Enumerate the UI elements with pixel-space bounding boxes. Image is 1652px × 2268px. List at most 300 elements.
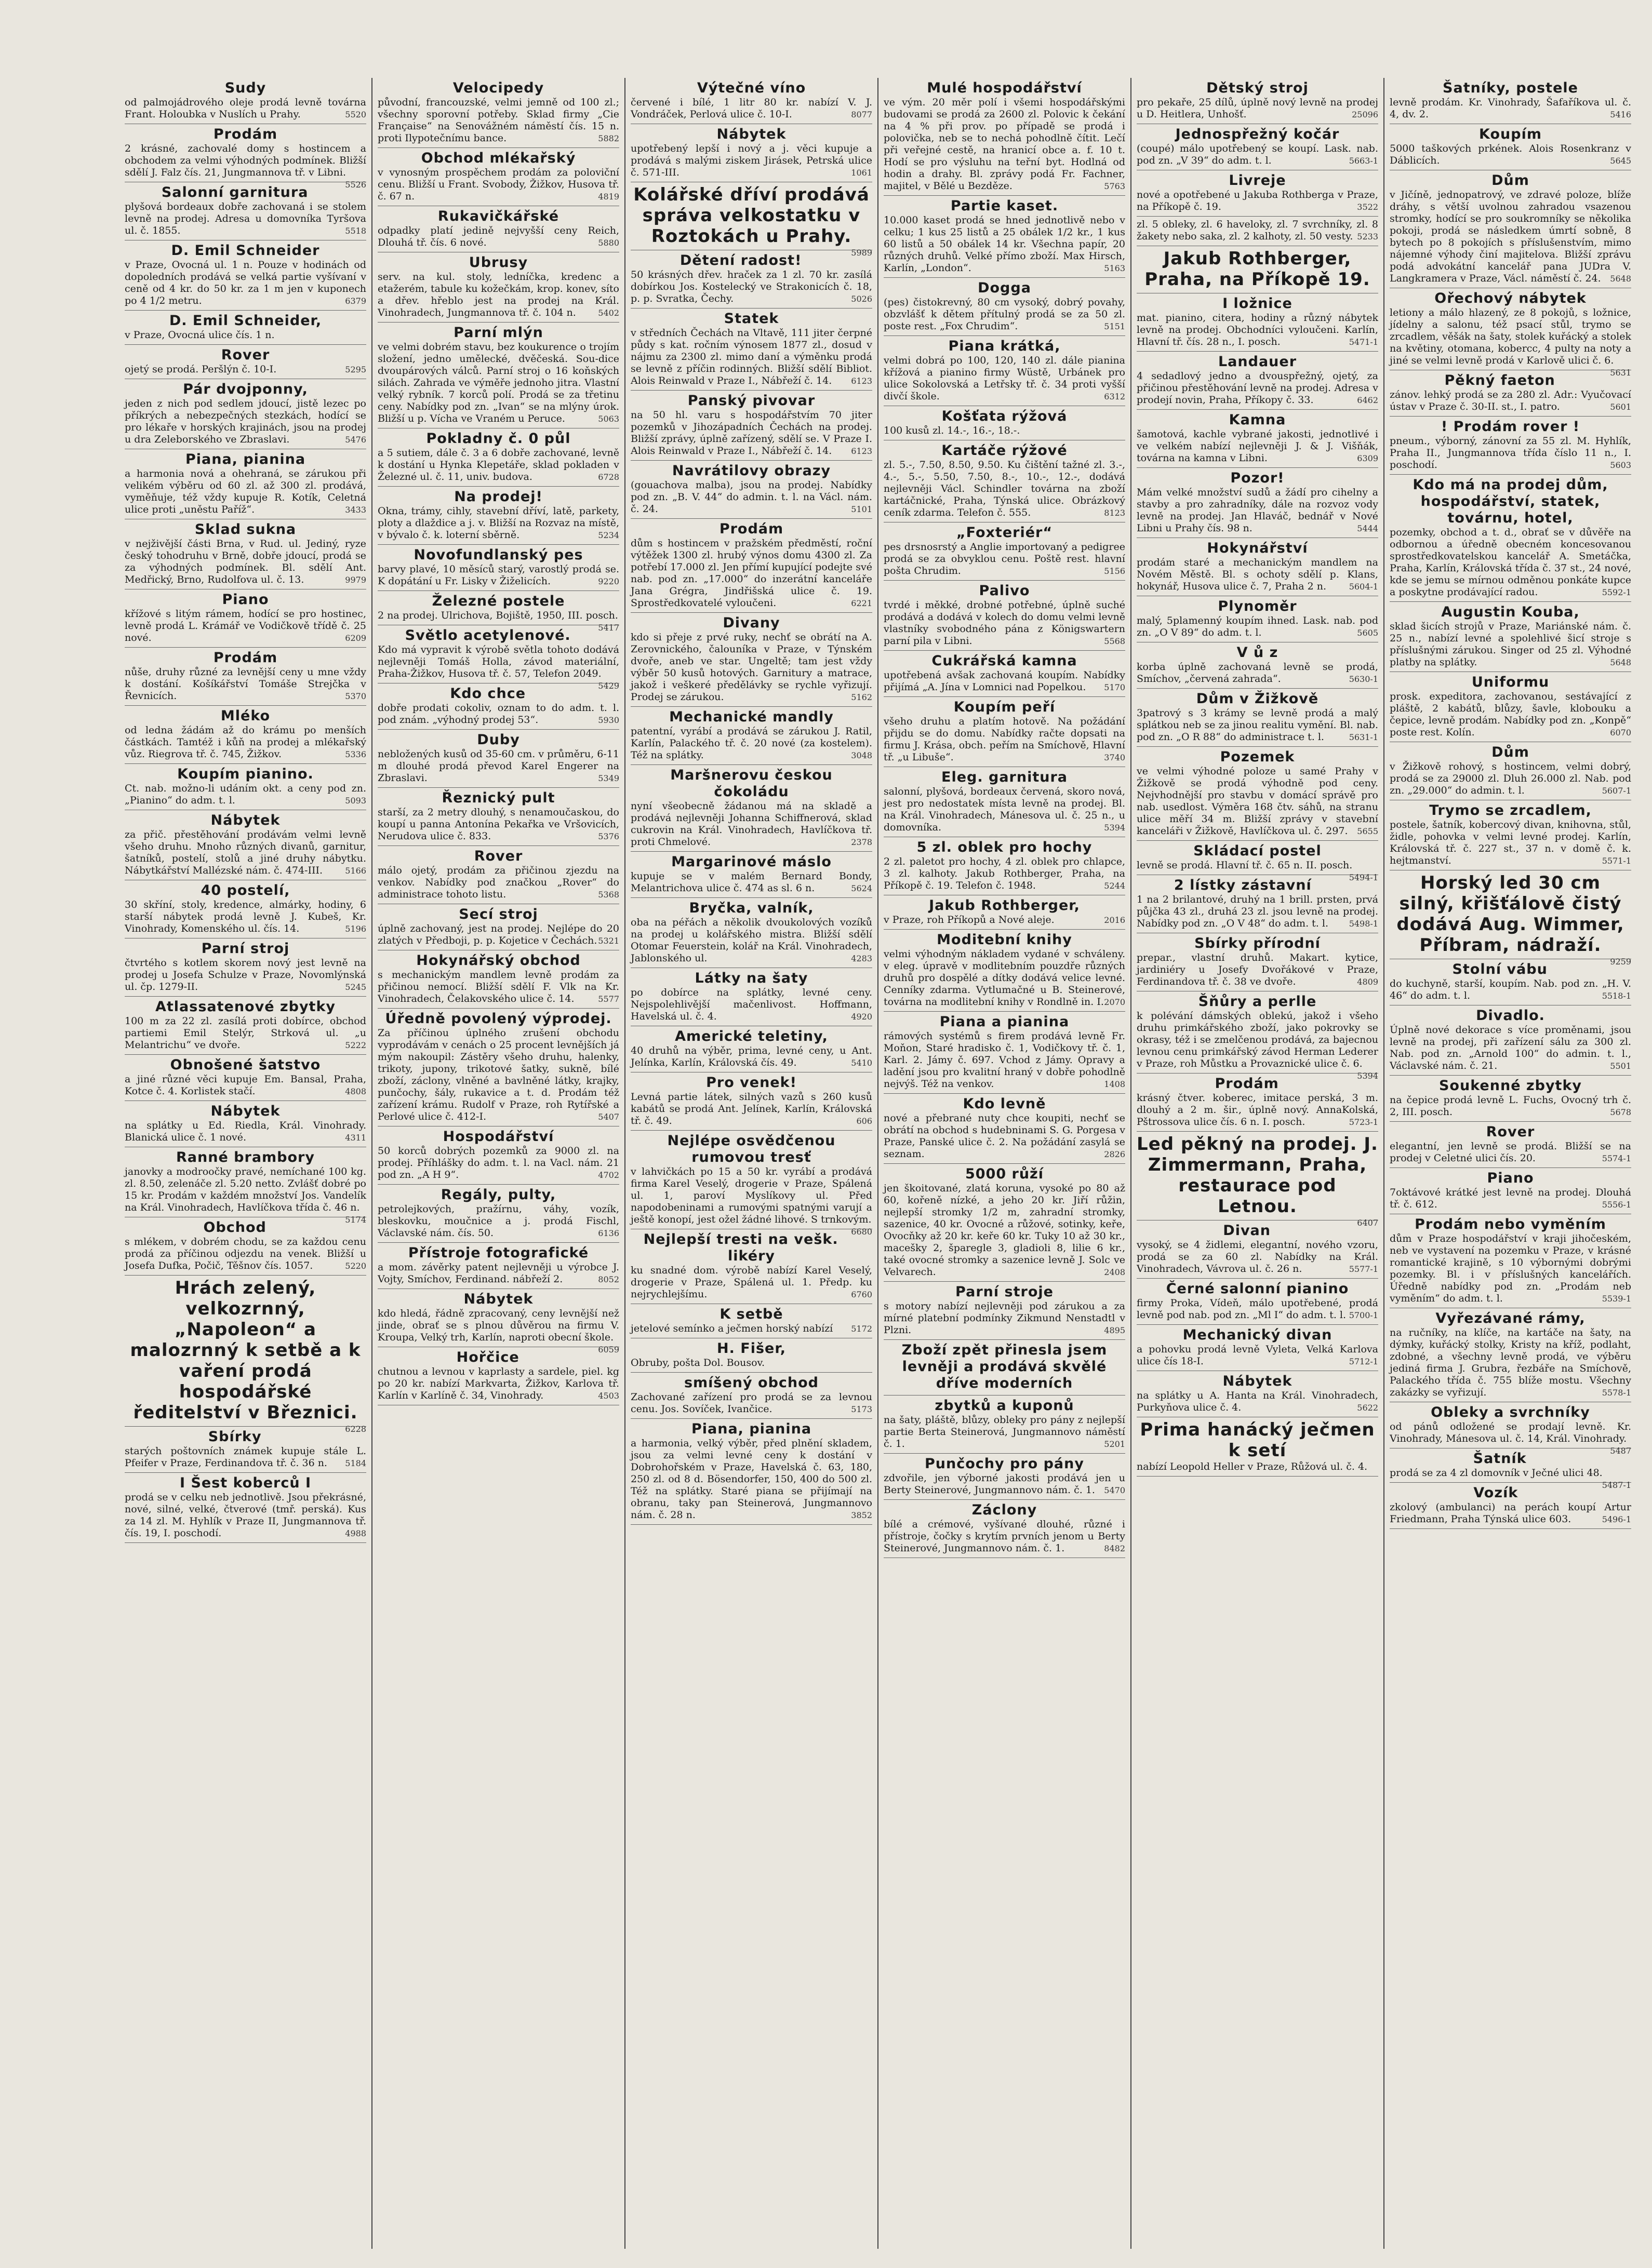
ad-code: 6136: [598, 1228, 619, 1238]
ad-text-block: [125, 1015, 366, 1051]
ad-title: Divadlo.: [1476, 1008, 1545, 1024]
ad-body: Obruby, pošta Dol. Bousov.: [631, 1357, 765, 1368]
ad-code: 5476: [345, 435, 366, 445]
classified-ad: [631, 898, 872, 968]
classified-ad: [631, 1229, 872, 1304]
classified-ad: [1390, 602, 1631, 672]
ad-text-block: [884, 948, 1125, 1008]
classified-ad: [1137, 78, 1378, 124]
ad-body: malý, 5plamenný koupím ihned. Lask. nab. pod zn. „O V 89“ do adm. t. l.: [1137, 615, 1378, 638]
classified-ad: [125, 78, 366, 124]
ad-text-block: [884, 599, 1125, 647]
ad-text-block: [125, 1073, 366, 1097]
ad-body: dobře prodati cokoliv, oznam to do adm. t. l. pod znám. „výhodný prodej 53“.: [378, 702, 619, 726]
ad-code: 5518-1: [1602, 991, 1631, 1001]
ad-title: Obnošené šatstvo: [170, 1057, 321, 1073]
ad-text-block: [1137, 1344, 1378, 1367]
ad-text-block: [1390, 978, 1631, 1002]
ad-code: 3048: [851, 750, 872, 760]
classified-ad: [125, 1217, 366, 1276]
ad-code: 4702: [598, 1170, 619, 1180]
ad-text-block: [125, 608, 366, 644]
ad-text-block: [378, 923, 619, 947]
classified-ad: [1137, 1371, 1378, 1417]
ad-body: pneum., výborný, zánovní za 55 zl. M. Hyhlík, Praha II., Jungmannova třída číslo 11 n., I. poschodí.: [1390, 435, 1631, 471]
classified-ad: [631, 1304, 872, 1338]
ad-body: ve velmi dobrém stavu, bez koukurence o trojím složení, jedno umělecké, dvěčeská. Sou-dice dvoupárových válců. Parní stroj o 16 koňských silách. Zahrada ve výměře jednoho jitra. Vlastní velký rybník. 7 korců polí. Prodá se za třetinu ceny. Nabídky pod zn. „Ivan“ se na mlýny úrok. Bližší u p. Vícha ve Vraném u Peruce.: [378, 341, 619, 424]
ad-code: 3433: [345, 505, 366, 515]
classified-ad: [1137, 991, 1378, 1081]
ad-code: 5376: [598, 831, 619, 841]
ad-code: 5663-1: [1349, 156, 1378, 166]
ad-title: Nábytek: [210, 812, 281, 828]
ad-body: serv. na kul. stoly, ledníčka, kredenc a etažerém, tabule ku kožečkám, krop. konev, síto a dřev. hřeblo jest na prodej na Král. Vinohradech, Jungmannova tř. č. 104 n.: [378, 271, 619, 318]
ad-text-block: [378, 225, 619, 249]
ad-code: 5417: [598, 623, 619, 633]
ad-title: Koupím pianino.: [177, 766, 314, 782]
ad-title: Nábytek: [210, 1103, 281, 1119]
ad-code: 5655: [1357, 826, 1378, 836]
ad-body: prodá se za 4 zl domovník v Ječné ulici 48.: [1390, 1467, 1603, 1479]
ad-title: Světlo acetylenové.: [405, 627, 571, 643]
ad-text-block: [631, 1166, 872, 1237]
ad-code: 5487-1: [1602, 1480, 1631, 1490]
ad-code: 5487: [1610, 1446, 1631, 1456]
ad-code: 5234: [598, 530, 619, 540]
ad-title: Železné postele: [432, 593, 565, 609]
ad-body: 7oktávové krátké jest levně na prodej. Dlouhá tř. č. 612.: [1390, 1187, 1631, 1210]
classified-ad: [1137, 689, 1378, 747]
ad-title: Kartáče rýžové: [941, 442, 1068, 459]
ad-title: Rover: [221, 347, 270, 363]
ad-text-block: [631, 800, 872, 848]
ad-text-block: [884, 425, 1125, 437]
ad-text-block: [1137, 860, 1378, 882]
classified-ad: [125, 880, 366, 938]
ad-text-block: [1390, 1327, 1631, 1399]
ad-code: 2378: [851, 837, 872, 847]
ad-code: 4311: [345, 1133, 366, 1143]
classified-ad: [1390, 1483, 1631, 1529]
ad-title: Velocipedy: [452, 80, 544, 96]
ad-title: Šňůry a perlle: [1198, 994, 1317, 1010]
ad-text-block: [1137, 143, 1378, 167]
classified-ad: [1390, 1448, 1631, 1490]
classified-ad: [378, 487, 619, 545]
classified-ad: [631, 519, 872, 613]
ad-code: 6070: [1610, 728, 1631, 737]
ad-code: 5174: [345, 1215, 366, 1225]
ad-body: po dobírce na splátky, levné ceny. Nejspolehlivější mačenlivost. Hoffmann, Havelská ul. č. 4.: [631, 987, 872, 1022]
ad-text-block: [1390, 143, 1631, 167]
ad-body: upotřebená avšak zachovaná koupím. Nabídky přijímá „A. Jína v Lomnici nad Popelkou.: [884, 669, 1125, 693]
ad-text-block: [1137, 219, 1378, 243]
ad-body: v nejživější části Brna, v Rud. ul. Jediný, ryze český tohodruhu v Brně, dobře jdoucí, prodá se za výhodných podmínek. Bl. sdělí Ant. Medřický, Brno, Rudolfova ul. č. 13.: [125, 538, 366, 585]
ad-code: 5577: [598, 994, 619, 1004]
ad-code: 5166: [345, 866, 366, 876]
classified-ad: [884, 336, 1125, 406]
ad-body: na 50 hl. varu s hospodářstvím 70 jiter pozemků v Jihozápadních Čechách na prodej. Bližší zprávy, úplně zařízený, sdělí se. V Praze I. Alois Reinwald v Praze I., Nábřeží č. 14.: [631, 409, 872, 457]
ad-body: barvy plavé, 10 měsíců starý, varostlý prodá se. K dopátání u Fr. Lisky v Žiželicích.: [378, 563, 619, 587]
ad-body: v vynosným prospěchem prodám za poloviční cenu. Bližší u Frant. Svobody, Žižkov, Husova tř. č. 67 n.: [378, 167, 619, 202]
classified-ad: [884, 278, 1125, 336]
classified-ad: [1137, 352, 1378, 410]
ad-body: 100 m za 22 zl. zasílá proti dobírce, obchod partiemi Emil Stelýr, Strková ul. „u Melantrichu“ ve dvoře.: [125, 1015, 366, 1051]
ad-text-block: [1137, 1297, 1378, 1321]
ad-body: postele, šatník, kobercový divan, knihovna, stůl, židle, pohovka v velmi levné prodej. Karlín, Královská tř. č. 227 st., 37 n. v domě č. k. hejtmanství.: [1390, 819, 1631, 866]
ad-title: Parní mlýn: [454, 325, 543, 341]
ad-code: 5370: [345, 691, 366, 701]
ad-code: 5577-1: [1349, 1264, 1378, 1274]
ad-body: k polévání dámských oblekú, jakož i všeho druhu primkářského zboží, jako pokrovky se okrasy, též i se zmelčenou prodává, za bajecnou levnou cenu primkářský závod Herman Lederer v Praze, roh Můstku a Provaznické ulice č. 6.: [1137, 1010, 1378, 1069]
ad-code: 5471-1: [1349, 337, 1378, 347]
ad-title: Přístroje fotografické: [408, 1245, 589, 1261]
ad-body: tvrdé i měkké, drobné potřebné, úplně suché prodává a dodává v kolech do domu velmi levně vlastníky svobodného pána z Königswartern parní pila v Libni.: [884, 599, 1125, 647]
ad-body: v Praze, roh Příkopů a Nové aleje.: [884, 914, 1055, 925]
classified-ad: [884, 440, 1125, 522]
ad-code: 5648: [1610, 274, 1631, 284]
ad-title: Hokynářský obchod: [416, 952, 581, 969]
ad-text-block: [884, 214, 1125, 274]
ad-code: 5093: [345, 796, 366, 806]
classified-ad: [378, 1009, 619, 1126]
ad-text-block: [378, 341, 619, 425]
ad-text-block: [1390, 1501, 1631, 1525]
ad-text-block: [1137, 766, 1378, 837]
ad-body: 40 druhů na výběr, prima, levné ceny, u Ant. Jelínka, Karlín, Královská čís. 49.: [631, 1045, 872, 1068]
ad-text-block: [1390, 189, 1631, 285]
ad-code: 5170: [1104, 682, 1125, 692]
classified-ad: [1390, 1402, 1631, 1456]
ad-body: vysoký, se 4 židlemi, elegantní, nového vzoru, prodá se za 60 zl. Nabídky na Král. Vinohradech, Vávrova ul. č. 26 n.: [1137, 1239, 1378, 1274]
classified-ad: [631, 852, 872, 898]
ad-code: 5574-1: [1602, 1153, 1631, 1163]
ad-code: 5723-1: [1349, 1117, 1378, 1127]
ad-text-block: [884, 1112, 1125, 1160]
classified-ad: [1137, 875, 1378, 933]
ad-code: 5568: [1104, 636, 1125, 646]
ad-body: zkolový (ambulanci) na perách koupí Artur Friedmann, Praha Týnská ulice 603.: [1390, 1501, 1631, 1525]
ad-code: 4809: [1357, 977, 1378, 987]
ad-body: od ledna žádám až do krámu po menších částkách. Tamtéž i kůň na prodej a mlékařský vůz. Riegrova tř. č. 745, Žižkov.: [125, 724, 366, 760]
ad-body: chutnou a levnou v kaprlasty a sardele, piel. kg po 20 kr. nabízí Markvarta, Žižkov, Karlova tř. Karlín v Karlíně č. 34, Vinohrady.: [378, 1366, 619, 1401]
ad-code: 5630-1: [1349, 674, 1378, 684]
ad-body: jetelové semínko a ječmen horský nabízí: [631, 1323, 833, 1334]
ad-text-block: [631, 327, 872, 387]
classified-ad: [884, 522, 1125, 581]
ad-code: 5245: [345, 982, 366, 992]
classified-ad: [884, 697, 1125, 767]
ad-code: 4895: [1104, 1325, 1125, 1335]
ad-code: 5518: [345, 226, 366, 236]
classified-ad: [125, 1427, 366, 1473]
ad-code: 5494-1: [1349, 873, 1378, 882]
ad-title: Partie kaset.: [950, 198, 1059, 214]
classified-ad: [378, 846, 619, 904]
ad-title: Panský pivovar: [687, 393, 816, 409]
ad-title: Dětský stroj: [1206, 80, 1309, 96]
ad-title: Piano: [1487, 1170, 1534, 1186]
ad-title: Piana krátká,: [948, 338, 1061, 354]
classified-ad: [125, 311, 366, 345]
ad-title: Americké teletiny,: [675, 1028, 828, 1044]
ad-code: 5101: [851, 504, 872, 514]
ad-code: 5678: [1610, 1107, 1631, 1117]
ad-code: 606: [856, 1116, 872, 1126]
ad-code: 5604-1: [1349, 582, 1378, 592]
classified-ad: [1137, 1220, 1378, 1279]
ad-code: 5402: [598, 308, 619, 318]
ad-body: letiony a málo hlazený, ze 8 pokojů, s ložnice, jídelny a salonu, též psací stůl, trymo se zrcadlem, věšák na šaty, stolek kuřácký a stolek na květiny, otomana, kobercc, 4 pulty na noty a jiné se velmi levně prodá v Karlově ulici č. 6.: [1390, 307, 1631, 366]
ad-body: šamotová, kachle vybrané jakosti, jednotlivé i ve velkém nabízí nejlevněji J. & J. Višňák, továrna na kamna v Libni.: [1137, 428, 1378, 464]
ad-body: nůše, druhy různé za levnější ceny u mne vždy k dostání. Košíkářství Tomáše Strejčka v Řevnicích.: [125, 666, 366, 702]
ad-text-block: [631, 409, 872, 457]
ad-title: Parní stroj: [201, 941, 290, 957]
ad-body: zánov. lehký prodá se za 280 zl. Adr.: Vyučovací ústav v Praze č. 30-II. st., I. patro.: [1390, 389, 1631, 412]
ad-text-block: [1137, 707, 1378, 743]
ad-text-block: [125, 829, 366, 877]
ad-title: Pozemek: [1220, 749, 1295, 765]
classified-ad: [125, 1276, 366, 1434]
ad-body: zl. 5 obleky, zl. 6 haveloky, zl. 7 svrchníky, zl. 8 žakety nebo saka, zl. 2 kalhoty, zl. 50 vesty.: [1137, 219, 1378, 242]
ad-title: D. Emil Schneider,: [169, 313, 322, 329]
ad-title: Látky na šaty: [695, 970, 808, 986]
ad-title: Kdo má na prodej dům, hospodářství, statek, továrnu, hotel,: [1413, 477, 1608, 526]
ad-body: sklad šicích strojů v Praze, Mariánské nám. č. 25 n., nabízí levné a spolehlivé šicí stroje s příslušnými zárukou. Singer od 25 zl. Výhodné platby na splátky.: [1390, 621, 1631, 668]
classified-ad: [1390, 1308, 1631, 1402]
ad-title: Koupím peří: [953, 699, 1056, 715]
classified-ad: [1137, 1132, 1378, 1228]
ad-title: Eleg. garnitura: [941, 769, 1068, 785]
classified-ad: [1137, 124, 1378, 170]
ad-title: Cukrářská kamna: [931, 653, 1077, 669]
ad-code: 5410: [851, 1058, 872, 1068]
ad-title: Kdo chce: [450, 686, 526, 702]
ad-title: Augustin Kouba,: [1441, 604, 1580, 620]
ad-body: 5000 taškových prkének. Alois Rosenkranz v Dáblicích.: [1390, 143, 1631, 166]
ad-text-block: [1137, 1239, 1378, 1275]
classified-ad: [125, 345, 366, 379]
ad-code: 6221: [851, 598, 872, 608]
ad-body: ojetý se prodá. Peršlýn č. 10-I.: [125, 364, 277, 375]
classified-ad: [631, 1026, 872, 1072]
ad-code: 5526: [345, 180, 366, 190]
ad-code: 5648: [1610, 657, 1631, 667]
classified-ad: [125, 810, 366, 880]
ad-code: 8482: [1104, 1544, 1125, 1553]
ad-body: velmi dobrá po 100, 120, 140 zl. dále pianina křížová a pianino firmy Wüstě, Urbánek pro ulice Sokolovská a Letřsky tř. č. 34 proti vyšší divčí škole.: [884, 355, 1125, 402]
ad-text-block: [125, 143, 366, 190]
ad-body: odpadky platí jedině nejvyšší ceny Reich, Dlouhá tř. čís. 6 nové.: [378, 225, 619, 248]
ad-title: Ubrusy: [469, 254, 528, 271]
ad-code: 8077: [851, 110, 872, 119]
classified-ad: [884, 930, 1125, 1012]
classified-ad: [884, 1454, 1125, 1500]
ad-body: do kuchyně, starší, koupím. Nab. pod zn. „H. V. 46“ do adm. t. l.: [1390, 978, 1631, 1001]
ad-code: 5349: [598, 773, 619, 783]
ad-body: nové a opotřebené u Jakuba Rothberga v Praze, na Příkopě č. 19.: [1137, 189, 1378, 212]
classified-ad: [884, 1500, 1125, 1558]
ad-body: s mlékem, v dobrém chodu, se za každou cenu prodá za příčinou odjezdu na venek. Bližší u Josefa Dufka, Počič, Těšnov čís. 1057.: [125, 1236, 366, 1271]
classified-ad: [378, 1126, 619, 1185]
ad-code: 5368: [598, 890, 619, 900]
ad-title: Pokladny č. 0 půl: [426, 431, 571, 447]
classified-ad: [631, 308, 872, 391]
ad-code: 5407: [598, 1112, 619, 1122]
ad-text-block: [125, 538, 366, 586]
ad-body: pozemky, obchod a t. d., obrať se v důvěře na odbornou a úředně obecném koncesovanou sprostředkovatelskou kancelář A. Smetáčka, Praha, Karlín, Královská třída č. 37 st., 24 nové, kde se jemu se mírnou odměnou ponkáte kupce a poskytne prodávající radou.: [1390, 527, 1631, 598]
ad-body: patentní, vyrábí a prodává se zárukou J. Ratil, Karlín, Palackého tř. č. 20 nové (za kostelem). Též na splátky.: [631, 726, 872, 761]
ad-title: Košťata rýžová: [941, 408, 1068, 424]
ad-code: 5163: [1104, 263, 1125, 273]
ad-text-block: [884, 97, 1125, 192]
ad-title: Ořechový nábytek: [1434, 290, 1587, 306]
ad-body: 50 korců dobrých pozemků za 9000 zl. na prodej. Příhlášky do adm. t. l. na Vacl. nám. 21 pod zn. „A H 9“.: [378, 1145, 619, 1180]
ad-code: 5520: [345, 110, 366, 119]
ad-body: upotřebený lepší i nový a j. věci kupuje a prodává s malými ziskem Jirásek, Petrská ulice č. 571-III.: [631, 143, 872, 178]
ad-code: 5470: [1104, 1485, 1125, 1495]
ad-text-block: [1390, 307, 1631, 378]
ad-text-block: [884, 856, 1125, 892]
ad-code: 9979: [345, 575, 366, 585]
ad-body: kupuje se v malém Bernard Bondy, Melantrichova ulice č. 474 as sl. 6 n.: [631, 870, 872, 894]
ad-text-block: [631, 269, 872, 305]
classified-ad: [1137, 246, 1378, 293]
ad-body: ku snadné dom. výrobě nabízí Karel Veselý, drogerie v Praze, Spálená ul. 1. Předp. ku nejrychlejšímu.: [631, 1265, 872, 1300]
ad-code: 5645: [1610, 156, 1631, 166]
ad-title: Horský led 30 cm silný, křišťálově čistý dodává Aug. Wimmer, Příbram, nádraží.: [1396, 873, 1624, 956]
ad-text-block: [631, 726, 872, 761]
ad-text-block: [125, 1236, 366, 1272]
ad-code: 5607-1: [1602, 786, 1631, 796]
ad-code: 1408: [1104, 1079, 1125, 1089]
ad-text-block: [378, 1203, 619, 1239]
ad-code: 5592-1: [1602, 587, 1631, 597]
ad-body: plyšová bordeaux dobře zachovaná i se stolem levně na prodej. Adresa u domovníka Tyršova ul. č. 1855.: [125, 201, 366, 236]
ad-text-block: [884, 1030, 1125, 1090]
ad-body: jen škoitované, zlatá koruna, vysoké po 80 až 60, kořeně nízké, a jeho 20 kr. Jiří růžin, nejlepší stromky 1/2 m, zahradní stromky, sazenice, 40 kr. Ovocné a růžové, sotinky, keře, Ovocňky až 20 kr. keře 60 kr. Tuky 10 až 30 kr., macešky 2, šparegle 3, gladioli 8, lilie 6 kr., také ovocné stromky a sazenice levně J. Solc ve Velvarech.: [884, 1183, 1125, 1278]
ad-body: starých poštovních známek kupuje stále L. Pfeifer v Praze, Ferdinandova tř. č. 36 n.: [125, 1445, 366, 1469]
ad-body: málo ojetý, prodám za přičinou zjezdu na venkov. Nabídky pod značkou „Rover“ do administrace tohoto listu.: [378, 865, 619, 900]
ad-body: Úplně nové dekorace s více proměnami, jsou levně na prodej, při zařízení sálu za 300 zl. Nab. pod zn. „Arnold 100“ do admin. t. l., Václavské nám. č. 21.: [1390, 1024, 1631, 1071]
ad-code: 5394: [1357, 1071, 1378, 1081]
classified-ad: [1390, 124, 1631, 170]
ad-text-block: [631, 987, 872, 1023]
classified-ad: [1390, 475, 1631, 602]
classified-ad: [884, 1282, 1125, 1340]
ad-title: Hokynářství: [1207, 540, 1308, 556]
ad-title: Hořčice: [456, 1349, 519, 1365]
ad-body: od palmojádrového oleje prodá levně továrna Frant. Holoubka v Nuslích u Prahy.: [125, 97, 366, 120]
ad-code: 3852: [851, 1510, 872, 1520]
ad-text-block: [378, 807, 619, 842]
classified-ad: [884, 767, 1125, 837]
ad-title: Dům v Žižkově: [1196, 691, 1319, 707]
ad-title: Mléko: [220, 708, 271, 724]
ad-body: v Jičíně, jednopatrový, ve zdravé poloze, blíže dráhy, s větší uvolnou zahradou vsazenou stromky, hodící se pro soukromníky se několika pokoji, prodá se následkem úmrtí sobně, 8 bytech po 8 pokojích s příslušenstvím, mimo nájemné výhody činí majitelova. Bližší zprávu podá advokátní kancelář pana JUDra V. Langkramera v Praze, Václ. náměstí č. 24.: [1390, 189, 1631, 284]
ad-body: (pes) čistokrevný, 80 cm vysoký, dobrý povahy, obzvlášť k dětem přítulný prodá se za 50 zl. poste rest. „Fox Chrudim“.: [884, 297, 1125, 332]
ad-title: Kdo levně: [963, 1096, 1046, 1112]
ad-body: Kdo má vypravit k výrobě světla tohoto dodává nejlevněji Tomáš Holla, závod materiální, Praha-Žižkov, Husova tř. č. 57, Telefon 2049.: [378, 644, 619, 679]
ad-text-block: [1390, 1140, 1631, 1164]
ad-text-block: [631, 1391, 872, 1415]
ad-title: Moditební knihy: [937, 932, 1072, 948]
classified-ad: [1390, 370, 1631, 417]
ad-code: 4503: [598, 1391, 619, 1401]
ad-text-block: [378, 447, 619, 483]
ad-text-block: [378, 969, 619, 1005]
classified-ad: [631, 124, 872, 182]
ad-title: Vozík: [1473, 1485, 1518, 1501]
ad-text-block: [1137, 487, 1378, 534]
ad-code: 5233: [1357, 232, 1378, 241]
ad-code: 5173: [851, 1404, 872, 1414]
classified-ad: [1137, 217, 1378, 246]
classified-ad: [125, 1101, 366, 1147]
ad-title: Prodám: [719, 521, 784, 537]
ad-title: Mechanické mandly: [669, 709, 834, 725]
ad-title: Černé salonní pianino: [1166, 1281, 1349, 1297]
ad-text-block: [378, 702, 619, 726]
ad-body: dům s hostincem v pražském předměstí, roční výtěžek 1300 zl. hrubý výnos domu 4300 zl. Za potřebí 17.000 zl. Jen přímí kupující podejte své nab. pod zn. „17.000“ do inzerátní kanceláře Jana Grégra, Jindřišská ulice č. 19. Sprostředkovatelé vyloučeni.: [631, 538, 872, 609]
ad-title: Dogga: [978, 280, 1031, 296]
ad-title: Duby: [477, 732, 520, 748]
ad-title: K setbě: [720, 1306, 783, 1322]
classified-ad: [1390, 1122, 1631, 1168]
ad-title: 5000 růží: [965, 1166, 1044, 1182]
ad-title: Rover: [474, 848, 523, 864]
ad-body: s motory nabízí nejlevněji pod zárukou a za mírné platební podmínky Zikmund Nenstadtl v Plzni.: [884, 1300, 1125, 1336]
ad-body: a 5 sutiem, dále č. 3 a 6 dobře zachované, levně k dostání u Hynka Klepetáře, sklad pokladen v Železné ul. č. 11, univ. budova.: [378, 447, 619, 482]
classified-ad: [378, 252, 619, 323]
ad-title: Obchod: [203, 1219, 267, 1236]
classified-ad: [1137, 293, 1378, 352]
classified-ad: [1137, 538, 1378, 596]
ad-body: jeden z nich pod sedlem jdoucí, jistě lezec po příkrých a nebezpečných stezkách, hodící se pro lékaře v horských krajinách, jsou na prodej u dra Zeleborského ve Zbraslavi.: [125, 398, 366, 445]
ad-code: 6680: [851, 1227, 872, 1237]
classified-ad: [1137, 1417, 1378, 1477]
ad-body: a pohovku prodá levně Vyleta, Velká Karlova ulice čís 18-I.: [1137, 1344, 1378, 1367]
ad-title: I ložnice: [1222, 296, 1293, 312]
classified-ad: [884, 651, 1125, 697]
classified-ad: [378, 148, 619, 206]
ad-code: 4283: [851, 954, 872, 963]
ad-body: Za příčinou úplného zrušení obchodu vyprodávám v cenách o 25 procent levnějších já mým nakoupil: Zástěry všeho druhu, halenky, trikoty, jupony, trikotové šatky, sukně, bílé zboží, záclony, vlněné a bavlněné látky, krajky, punčochy, šály, rukavice a t. d. Prodám též zařízení krámu. Rudolf v Praze, roh Rytířské a Perlové ulice č. 412-I.: [378, 1027, 619, 1122]
ad-text-block: [884, 669, 1125, 693]
classified-ad: [631, 613, 872, 707]
ad-text-block: [631, 870, 872, 894]
ad-text-block: [1137, 661, 1378, 685]
classified-ad: [884, 837, 1125, 895]
ad-body: 1 na 2 brilantové, druhý na 1 brill. prsten, prvá půjčka 43 zl., druhá 23 zl. jsou levně na prodej. Nabídky pod zn. „O V 48“ do adm. t. l.: [1137, 894, 1378, 929]
ad-text-block: [884, 914, 1125, 926]
ad-code: 5063: [598, 414, 619, 424]
ad-code: 5156: [1104, 566, 1125, 576]
ad-title: ! Prodám rover !: [1441, 419, 1580, 435]
ad-text-block: [631, 1438, 872, 1521]
ad-text-block: [378, 1027, 619, 1123]
ad-code: 2070: [1104, 997, 1125, 1007]
ad-text-block: [378, 563, 619, 587]
ad-title: Prodám nebo vyměním: [1415, 1216, 1606, 1232]
ad-title: Záclony: [971, 1502, 1037, 1518]
ad-text-block: [1137, 1390, 1378, 1414]
classified-ad: [1390, 870, 1631, 967]
ad-text-block: [1137, 97, 1378, 120]
ad-body: zdvořile, jen výborné jakosti prodává jen u Berty Steinerové, Jungmannovo nám. č. 1.: [884, 1472, 1125, 1496]
classified-ad: [1137, 170, 1378, 217]
ad-body: kdo hledá, řádně zpracovaný, ceny levnější než jinde, obrať se s plnou důvěrou na firmu V. Kroupa, Velký trh, Karlín, naproti obecní škole.: [378, 1308, 619, 1343]
